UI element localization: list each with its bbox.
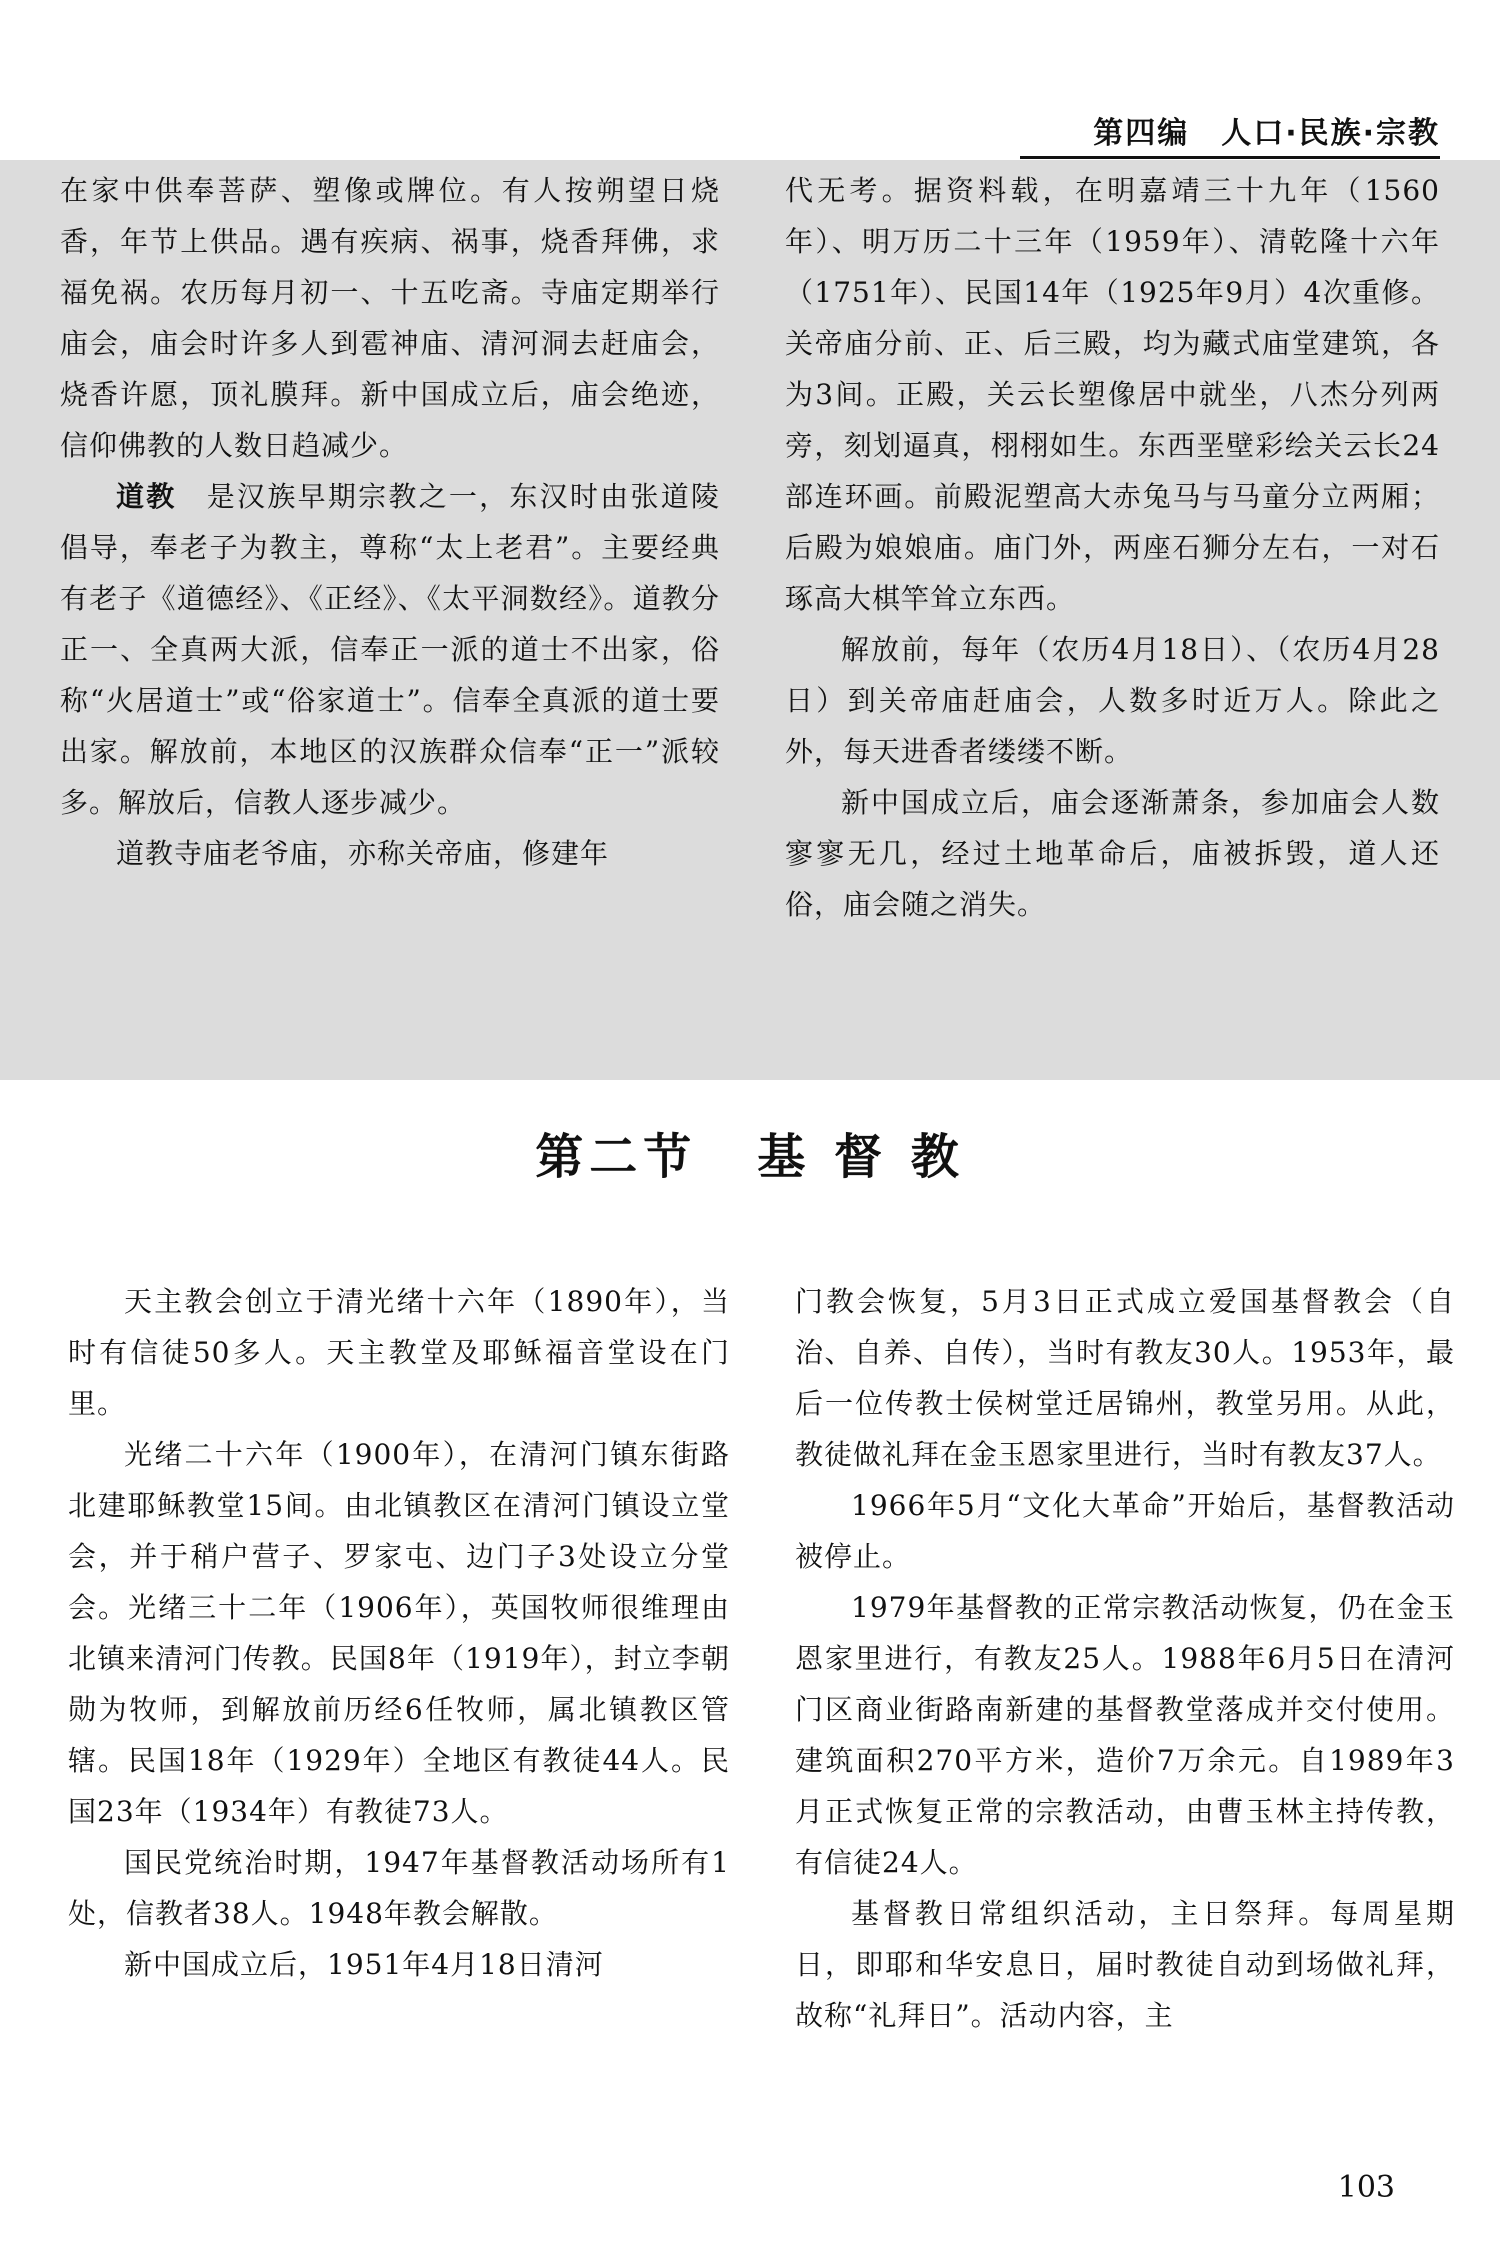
section-number: 第二节 xyxy=(535,1129,698,1185)
paragraph: 新中国成立后，1951年4月18日清河 xyxy=(124,1948,604,1981)
paragraph: 道教寺庙老爷庙，亦称关帝庙，修建年 xyxy=(116,837,610,870)
paragraph-daoism xyxy=(60,471,720,828)
paragraph-text: 是汉族早期宗教之一，东汉时由张道陵倡导，奉老子为教主，尊称“太上老君”。主要经典有老子《道德经》、《正经》、《太平洞数经》。道教分正一、全真两大派，信奉正一派的道士不出家，俗称“火居道士”或“俗家道士”。信奉全真派的道士要出家。解放前，本地区的汉族群众信奉“正一”派较多。解放后，信教人逐步减少。 xyxy=(60,480,720,819)
paragraph: 1979年基督教的正常宗教活动恢复，仍在金玉恩家里进行，有教友25人。1988年6月5日在清河门区商业街路南新建的基督教堂落成并交付使用。建筑面积270平方米，造价7万余元。自1989年3月正式恢复正常的宗教活动，由曹玉林主持传教，有信徒24人。 xyxy=(795,1591,1455,1879)
paragraph: 天主教会创立于清光绪十六年（1890年），当时有信徒50多人。天主教堂及耶稣福音堂设在门里。 xyxy=(68,1285,730,1420)
page-number: 103 xyxy=(1337,2170,1395,2205)
paragraph: 解放前，每年（农历4月18日）、（农历4月28日）到关帝庙赶庙会，人数多时近万人。除此之外，每天进香者缕缕不断。 xyxy=(785,633,1440,768)
paragraph: 1966年5月“文化大革命”开始后，基督教活动被停止。 xyxy=(795,1489,1455,1573)
paragraph: 国民党统治时期，1947年基督教活动场所有1处，信教者38人。1948年教会解散。 xyxy=(68,1846,730,1930)
previous-section-left-column xyxy=(60,165,720,879)
section-right-column xyxy=(795,1276,1455,2041)
section-title xyxy=(0,1118,1500,1187)
running-head: 第四编 人口·民族·宗教 xyxy=(1020,108,1440,159)
previous-section-right-column xyxy=(785,165,1440,930)
paragraph: 在家中供奉菩萨、塑像或牌位。有人按朔望日烧香，年节上供品。遇有疾病、祸事，烧香拜佛，求福免祸。农历每月初一、十五吃斋。寺庙定期举行庙会，庙会时许多人到雹神庙、清河洞去赶庙会，烧香许愿，顶礼膜拜。新中国成立后，庙会绝迹，信仰佛教的人数日趋减少。 xyxy=(60,174,720,462)
paragraph: 光绪二十六年（1900年），在清河门镇东街路北建耶稣教堂15间。由北镇教区在清河门镇设立堂会，并于稍户营子、罗家屯、边门子3处设立分堂会。光绪三十二年（1906年），英国牧师很维理由北镇来清河门传教。民国8年（1919年），封立李朝勋为牧师，到解放前历经6任牧师，属北镇教区管辖。民国18年（1929年）全地区有教徒44人。民国23年（1934年）有教徒73人。 xyxy=(68,1438,730,1828)
section-heading: 基 督 教 xyxy=(757,1129,965,1185)
paragraph: 代无考。据资料载，在明嘉靖三十九年（1560年）、明万历二十三年（1959年）、清乾隆十六年（1751年）、民国14年（1925年9月）4次重修。关帝庙分前、正、后三殿，均为藏式庙堂建筑，各为3间。正殿，关云长塑像居中就坐，八杰分列两旁，刻划逼真，栩栩如生。东西垩壁彩绘关云长24部连环画。前殿泥塑高大赤兔马与马童分立两厢；后殿为娘娘庙。庙门外，两座石狮分左右，一对石琢高大棋竿耸立东西。 xyxy=(785,174,1440,615)
section-left-column xyxy=(68,1276,730,1990)
paragraph: 新中国成立后，庙会逐渐萧条，参加庙会人数寥寥无几，经过土地革命后，庙被拆毁，道人还俗，庙会随之消失。 xyxy=(785,786,1440,921)
paragraph: 基督教日常组织活动，主日祭拜。每周星期日，即耶和华安息日，届时教徒自动到场做礼拜，故称“礼拜日”。活动内容，主 xyxy=(795,1897,1455,2032)
term-daoism: 道教 xyxy=(116,480,177,513)
paragraph: 门教会恢复，5月3日正式成立爱国基督教会（自治、自养、自传），当时有教友30人。1953年，最后一位传教士侯树堂迁居锦州，教堂另用。从此，教徒做礼拜在金玉恩家里进行，当时有教友37人。 xyxy=(795,1285,1455,1471)
